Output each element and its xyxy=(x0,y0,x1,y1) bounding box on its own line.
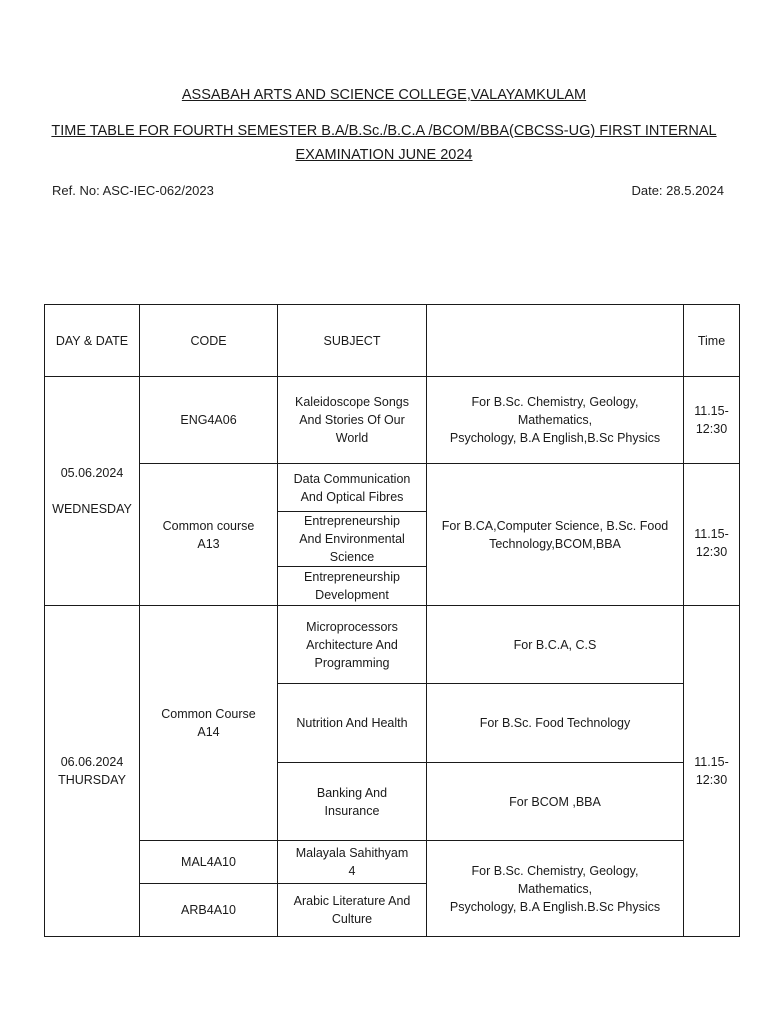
subject-cell: Data Communication And Optical Fibres xyxy=(278,464,427,512)
subject-cell: Nutrition And Health xyxy=(278,684,427,763)
header-day-date: DAY & DATE xyxy=(45,305,140,377)
time-cell: 11.15- 12:30 xyxy=(684,377,740,464)
exam-date: 06.06.2024 xyxy=(60,755,124,769)
for-programs-cell: For B.Sc. Chemistry, Geology, Mathematics, Psychology, B.A English.B.Sc Physics xyxy=(427,841,684,937)
table-row xyxy=(45,464,740,512)
subject-cell: Banking And Insurance xyxy=(278,763,427,841)
header-subject: SUBJECT xyxy=(278,305,427,377)
reference-number: Ref. No: ASC-IEC-062/2023 xyxy=(52,183,214,198)
table-row xyxy=(45,377,740,464)
day-date-cell xyxy=(45,606,140,937)
subject-cell: Malayala Sahithyam 4 xyxy=(278,841,427,884)
header-time: Time xyxy=(684,305,740,377)
timetable xyxy=(44,304,740,937)
exam-day: WEDNESDAY xyxy=(52,502,132,516)
for-programs-cell: For BCOM ,BBA xyxy=(427,763,684,841)
document-title-line1: TIME TABLE FOR FOURTH SEMESTER B.A/B.Sc./B.C.A /BCOM/BBA(CBCSS-UG) FIRST INTERNAL xyxy=(51,123,717,139)
exam-day: THURSDAY xyxy=(58,773,126,787)
for-programs-cell: For B.Sc. Food Technology xyxy=(427,684,684,763)
course-code: ENG4A06 xyxy=(140,377,278,464)
day-date-cell xyxy=(45,377,140,606)
subject-cell: Arabic Literature And Culture xyxy=(278,884,427,937)
document-title-line2: EXAMINATION JUNE 2024 xyxy=(295,147,473,163)
table-row xyxy=(45,606,740,684)
subject-cell: Kaleidoscope Songs And Stories Of Our World xyxy=(278,377,427,464)
college-name: ASSABAH ARTS AND SCIENCE COLLEGE,VALAYAMKULAM xyxy=(181,87,587,103)
for-programs-cell: For B.CA,Computer Science, B.Sc. Food Technology,BCOM,BBA xyxy=(427,464,684,606)
header-for xyxy=(427,305,684,377)
time-cell: 11.15- 12:30 xyxy=(684,464,740,606)
table-row xyxy=(45,841,740,884)
course-code: Common Course A14 xyxy=(140,606,278,841)
for-programs-cell: For B.Sc. Chemistry, Geology, Mathematics, Psychology, B.A English,B.Sc Physics xyxy=(427,377,684,464)
time-cell: 11.15- 12:30 xyxy=(684,606,740,937)
header-code: CODE xyxy=(140,305,278,377)
table-header-row xyxy=(45,305,740,377)
issue-date: Date: 28.5.2024 xyxy=(631,183,724,198)
course-code: Common course A13 xyxy=(140,464,278,606)
exam-date: 05.06.2024 xyxy=(60,466,124,480)
course-code: MAL4A10 xyxy=(140,841,278,884)
subject-cell: Entrepreneurship And Environmental Science xyxy=(278,512,427,567)
subject-cell: Entrepreneurship Development xyxy=(278,567,427,606)
subject-cell: Microprocessors Architecture And Programming xyxy=(278,606,427,684)
course-code: ARB4A10 xyxy=(140,884,278,937)
for-programs-cell: For B.C.A, C.S xyxy=(427,606,684,684)
